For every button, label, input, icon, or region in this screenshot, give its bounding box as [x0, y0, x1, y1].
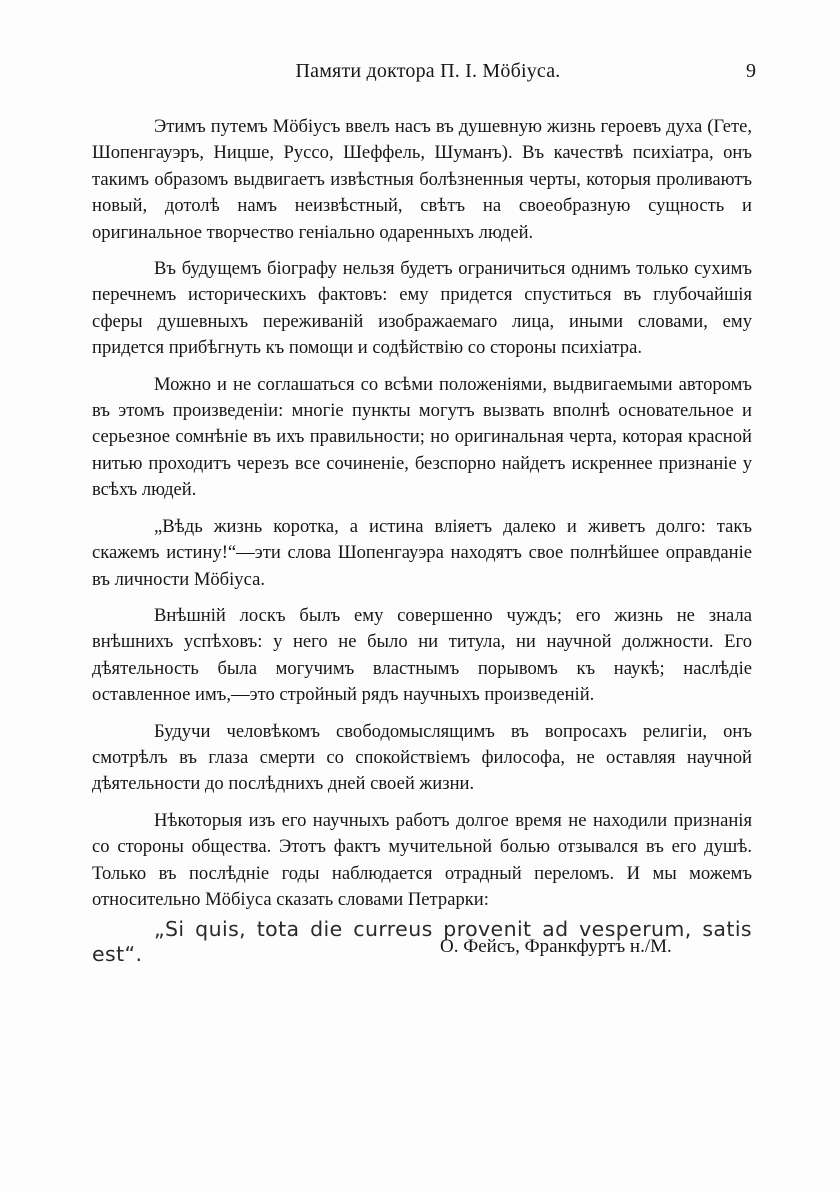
body-text [92, 114, 752, 967]
paragraph-recognition: Нѣкоторыя изъ его научныхъ работъ долгое время не находили признанія со стороны общества. Этотъ фактъ мучительной болью отзывался въ его душѣ. Только въ послѣдніе годы наблюдается отрадный переломъ. И мы можемъ относительно Мӧбіуса сказать словами Петрарки: [92, 809, 752, 910]
running-head [92, 60, 764, 90]
paragraph-disagreement: Можно и не соглашаться со всѣми положеніями, выдвигаемыми авторомъ въ этомъ произведеніи: многіе пункты могутъ вызвать вполнѣ основательное и серьезное сомнѣніе въ ихъ правильности; но оригинальная черта, которая красной нитью проходитъ черезъ все сочиненіе, безспорно найдетъ искреннее признаніе у всѣхъ людей. [92, 373, 752, 501]
paragraph-future-biographer: Въ будущемъ біографу нельзя будетъ ограничиться однимъ только сухимъ перечнемъ историческихъ фактовъ: ему придется спуститься въ глубочайшія сферы душевныхъ переживаній изображаемаго лица, иными словами, ему придется прибѣгнуть къ помощи и содѣйствію со стороны психіатра. [92, 258, 752, 359]
paragraph-heroes-of-spirit: Этимъ путемъ Мӧбіусъ ввелъ насъ въ душевную жизнь героевъ духа (Гете, Шопенгауэръ, Ницше, Руссо, Шеффель, Шуманъ). Въ качествѣ психіатра, онъ такимъ образомъ выдвигаетъ извѣстныя болѣзненныя черты, которыя проливаютъ новый, дотолѣ намъ неизвѣстный, свѣтъ на своеобразную сущность и оригинальное творчество геніально одаренныхъ людей. [92, 116, 752, 243]
paragraph-external-success: Внѣшній лоскъ былъ ему совершенно чуждъ; его жизнь не знала внѣшнихъ успѣховъ: у него не было ни титула, ни научной должности. Его дѣятельность была могучимъ властнымъ порывомъ къ наукѣ; наслѣдіе оставленное имъ,—это стройный рядъ научныхъ произведеній. [92, 604, 752, 706]
page-number: 9 [746, 60, 756, 82]
page-title: Памяти доктора П. I. Мӧбіуса. [295, 60, 561, 82]
author-signature: О. Фейсъ, Франкфуртъ н./М. [440, 936, 672, 957]
latin-quote: „Si quis, tota die curreus provenit ad vesperum, satis est“. [92, 917, 752, 967]
paragraph-schopenhauer-quote: „Вѣдь жизнь коротка, а истина вліяетъ далеко и живетъ долго: такъ скажемъ истину!“—эти слова Шопенгауэра находятъ свое полнѣйшее оправданіе въ личности Мӧбіуса. [92, 515, 752, 590]
paragraph-freethinker: Будучи человѣкомъ свободомыслящимъ въ вопросахъ религіи, онъ смотрѣлъ въ глаза смерти со спокойствіемъ философа, не оставляя научной дѣятельности до послѣднихъ дней своей жизни. [92, 720, 752, 795]
